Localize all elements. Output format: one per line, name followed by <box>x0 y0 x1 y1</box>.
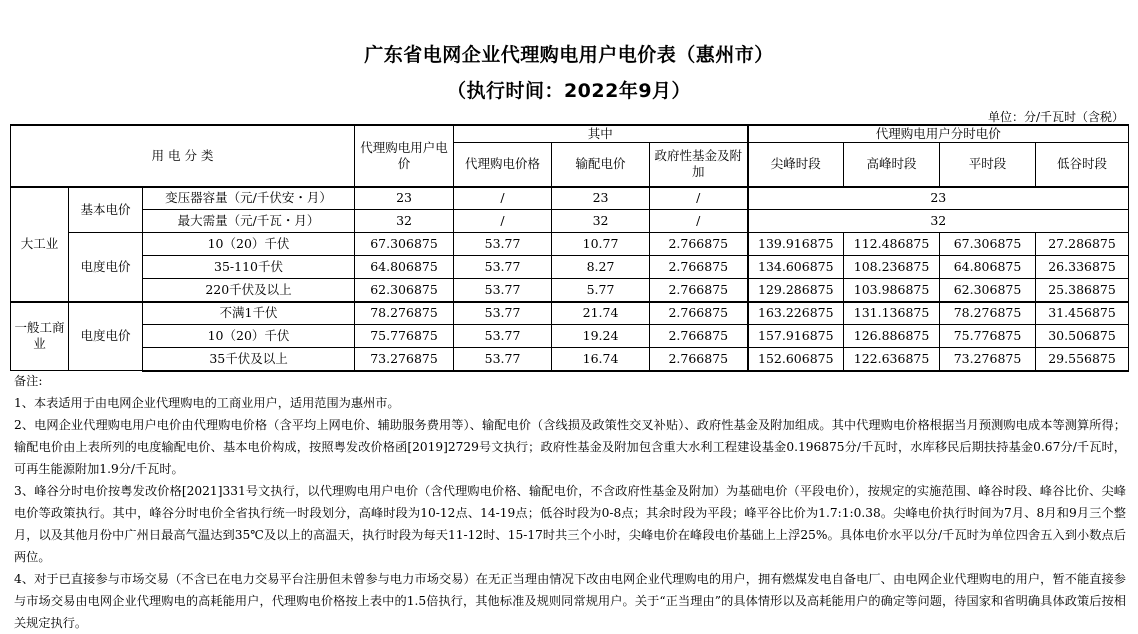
cell-valley: 25.386875 <box>1036 279 1129 302</box>
cell-price: 62.306875 <box>355 279 454 302</box>
header-row <box>11 125 1129 143</box>
table-row <box>11 325 1129 348</box>
row-name: 不满1千伏 <box>143 302 355 325</box>
row-name: 变压器容量（元/千伏安・月） <box>143 187 355 210</box>
cell-peak: 122.636875 <box>844 348 940 371</box>
cell-valley: 31.456875 <box>1036 302 1129 325</box>
cell-price: 23 <box>355 187 454 210</box>
cell-tou: 32 <box>748 210 1129 233</box>
header-peak: 高峰时段 <box>844 143 940 187</box>
cell-tou: 23 <box>748 187 1129 210</box>
cell-fund: 2.766875 <box>650 325 748 348</box>
table-row <box>11 348 1129 371</box>
cell-purchase: 53.77 <box>454 279 552 302</box>
cell-flat: 78.276875 <box>940 302 1036 325</box>
table-row <box>11 302 1129 325</box>
cell-flat: 75.776875 <box>940 325 1036 348</box>
cell-price: 67.306875 <box>355 233 454 256</box>
unit-label: 单位：分/千瓦时（含税） <box>987 110 1124 124</box>
page-subtitle: （执行时间：2022年9月） <box>446 80 692 102</box>
notes-section <box>14 370 1126 634</box>
large-industry-label: 大工业 <box>11 187 69 302</box>
header-valley: 低谷时段 <box>1036 143 1129 187</box>
note-item: 4、对于已直接参与市场交易（不含已在电力交易平台注册但未曾参与电力市场交易）在无正当理由情况下改由电网企业代理购电的用户，拥有燃煤发电自备电厂、由电网企业代理购电的用户，暂不能直接参与市场交易由电网企业代理购电的高耗能用户，代理购电价格按上表中的1.5倍执行，其他标准及规则同常规用户。关于“正当理由”的具体情形以及高耗能用户的确定等问题，待国家和省明确具体政策后按相关规定执行。 <box>14 572 1126 630</box>
price-table <box>10 124 1129 372</box>
cell-fund: / <box>650 187 748 210</box>
general-label: 一般工商业 <box>11 302 69 371</box>
cell-flat: 64.806875 <box>940 256 1036 279</box>
cell-sharp: 157.916875 <box>748 325 844 348</box>
cell-flat: 67.306875 <box>940 233 1036 256</box>
cell-peak: 108.236875 <box>844 256 940 279</box>
cell-trans: 10.77 <box>552 233 650 256</box>
cell-sharp: 129.286875 <box>748 279 844 302</box>
cell-purchase: 53.77 <box>454 256 552 279</box>
row-name: 10（20）千伏 <box>143 325 355 348</box>
cell-trans: 21.74 <box>552 302 650 325</box>
cell-price: 32 <box>355 210 454 233</box>
table-row <box>11 210 1129 233</box>
cell-trans: 32 <box>552 210 650 233</box>
header-tou: 代理购电用户分时电价 <box>748 125 1129 143</box>
table-row <box>11 279 1129 302</box>
cell-trans: 23 <box>552 187 650 210</box>
header-peak-sharp: 尖峰时段 <box>748 143 844 187</box>
table-row <box>11 233 1129 256</box>
cell-price: 75.776875 <box>355 325 454 348</box>
cell-sharp: 134.606875 <box>748 256 844 279</box>
cell-purchase: 53.77 <box>454 348 552 371</box>
header-flat: 平时段 <box>940 143 1036 187</box>
header-agency-purchase: 代理购电价格 <box>454 143 552 187</box>
header-category: 用 电 分 类 <box>11 125 355 187</box>
cell-flat: 62.306875 <box>940 279 1036 302</box>
note-item: 1、本表适用于由电网企业代理购电的工商业用户，适用范围为惠州市。 <box>14 396 400 410</box>
cell-valley: 30.506875 <box>1036 325 1129 348</box>
cell-price: 73.276875 <box>355 348 454 371</box>
header-transmission: 输配电价 <box>552 143 650 187</box>
cell-sharp: 152.606875 <box>748 348 844 371</box>
cell-valley: 26.336875 <box>1036 256 1129 279</box>
row-name: 最大需量（元/千瓦・月） <box>143 210 355 233</box>
cell-flat: 73.276875 <box>940 348 1036 371</box>
cell-fund: 2.766875 <box>650 348 748 371</box>
basic-price-label: 基本电价 <box>69 187 143 233</box>
cell-purchase: / <box>454 187 552 210</box>
table-row <box>11 256 1129 279</box>
cell-trans: 5.77 <box>552 279 650 302</box>
header-agency-price: 代理购电用户电价 <box>355 125 454 187</box>
cell-price: 64.806875 <box>355 256 454 279</box>
row-name: 220千伏及以上 <box>143 279 355 302</box>
cell-sharp: 163.226875 <box>748 302 844 325</box>
cell-peak: 103.986875 <box>844 279 940 302</box>
row-name: 35-110千伏 <box>143 256 355 279</box>
cell-fund: 2.766875 <box>650 279 748 302</box>
note-item: 3、峰谷分时电价按粤发改价格[2021]331号文执行，以代理购电用户电价（含代理购电价格、输配电价，不含政府性基金及附加）为基础电价（平段电价），按规定的实施范围、峰谷时段、峰谷比价、尖峰电价等政策执行。其中，峰谷分时电价全省执行统一时段划分，高峰时段为10-12点、14-19点；低谷时段为0-8点；其余时段为平段；峰平谷比价为1.7:1:0.38。尖峰电价执行时间为7月、8月和9月三个整月，以及其他月份中广州日最高气温达到35℃及以上的高温天，执行时段为每天11-12时、15-17时共三个小时，尖峰电价在峰段电价基础上上浮25%。具体电价水平以分/千瓦时为单位四舍五入到小数点后两位。 <box>14 484 1126 564</box>
row-name: 35千伏及以上 <box>143 348 355 371</box>
page-title: 广东省电网企业代理购电用户电价表（惠州市） <box>364 44 774 66</box>
cell-purchase: 53.77 <box>454 302 552 325</box>
cell-purchase: 53.77 <box>454 233 552 256</box>
cell-valley: 27.286875 <box>1036 233 1129 256</box>
cell-price: 78.276875 <box>355 302 454 325</box>
cell-fund: / <box>650 210 748 233</box>
cell-purchase: 53.77 <box>454 325 552 348</box>
cell-valley: 29.556875 <box>1036 348 1129 371</box>
note-item: 2、电网企业代理购电用户电价由代理购电价格（含平均上网电价、辅助服务费用等）、输配电价（含线损及政策性交叉补贴）、政府性基金及附加组成。其中代理购电价格根据当月预测购电成本等测算所得；输配电价由上表所列的电度输配电价、基本电价构成，按照粤发改价格函[2019]2729号文执行；政府性基金及附加包含重大水利工程建设基金0.196875分/千瓦时，水库移民后期扶持基金0.67分/千瓦时，可再生能源附加1.9分/千瓦时。 <box>14 418 1126 476</box>
cell-peak: 131.136875 <box>844 302 940 325</box>
cell-fund: 2.766875 <box>650 233 748 256</box>
notes-heading: 备注: <box>14 374 43 388</box>
cell-sharp: 139.916875 <box>748 233 844 256</box>
header-among: 其中 <box>454 125 748 143</box>
cell-trans: 8.27 <box>552 256 650 279</box>
cell-trans: 16.74 <box>552 348 650 371</box>
energy-price-label: 电度电价 <box>69 233 143 302</box>
cell-purchase: / <box>454 210 552 233</box>
table-row <box>11 187 1129 210</box>
header-gov-fund: 政府性基金及附加 <box>650 143 748 187</box>
cell-peak: 126.886875 <box>844 325 940 348</box>
cell-peak: 112.486875 <box>844 233 940 256</box>
cell-fund: 2.766875 <box>650 302 748 325</box>
energy-price-label: 电度电价 <box>69 302 143 371</box>
row-name: 10（20）千伏 <box>143 233 355 256</box>
cell-trans: 19.24 <box>552 325 650 348</box>
cell-fund: 2.766875 <box>650 256 748 279</box>
